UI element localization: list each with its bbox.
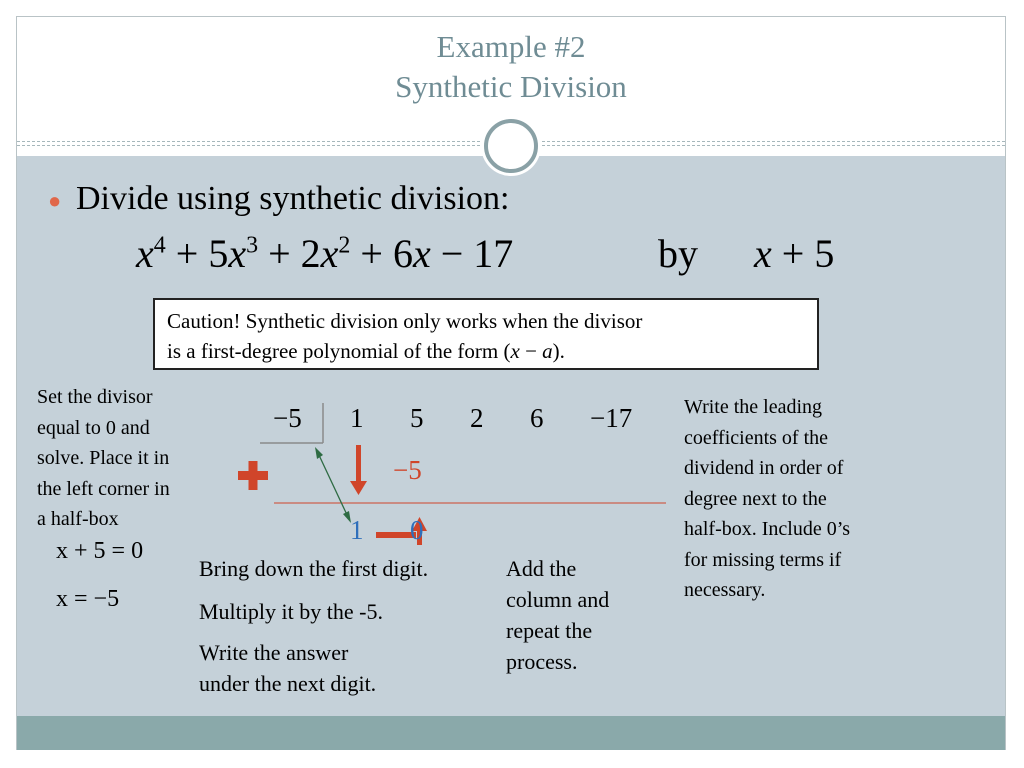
expr-plus6: + 6: [360, 231, 413, 276]
step-add-line: repeat the: [506, 618, 593, 643]
left-note-line: equal to 0 and: [37, 416, 150, 439]
step-multiply: Multiply it by the -5.: [199, 599, 383, 624]
caution-line2: [167, 336, 807, 366]
right-note-line: necessary.: [684, 579, 766, 601]
caution-x: x: [510, 339, 520, 363]
left-note-line: Set the divisor: [37, 386, 153, 408]
left-note: [37, 382, 170, 535]
by-word: by: [658, 231, 698, 276]
divisor-value: −5: [273, 403, 302, 433]
equation-1: x + 5 = 0: [56, 538, 144, 564]
right-note: [684, 392, 850, 606]
caution-line2-suffix: ).: [552, 339, 565, 363]
bullet-text: Divide using synthetic division:: [76, 180, 510, 217]
result-value: 1: [350, 515, 364, 545]
dividend-expression: [136, 230, 513, 277]
right-note-line: half-box. Include 0’s: [684, 518, 851, 540]
left-note-line: the left corner in: [37, 477, 170, 500]
expr-exp2: 2: [338, 232, 351, 259]
left-note-line: a half-box: [37, 508, 119, 530]
caution-line1: Caution! Synthetic division only works when the divisor: [167, 309, 643, 333]
bring-down-arrow-icon: [350, 445, 367, 495]
divisor-x: x: [754, 231, 772, 276]
right-note-line: dividend in order of: [684, 457, 844, 479]
step-add: [506, 553, 609, 677]
expr-x-4: x: [412, 231, 431, 276]
expr-exp3: 3: [246, 232, 259, 259]
result-value: 0: [410, 515, 424, 545]
caution-line2-prefix: is a first-degree polynomial of the form (: [167, 339, 511, 363]
step-write-line1: Write the answer: [199, 640, 349, 665]
step-add-line: process.: [506, 649, 578, 674]
step-write-line2: under the next digit.: [199, 671, 377, 696]
plus-sign-icon: [238, 461, 268, 490]
slide-title-line2: Synthetic Division: [395, 69, 627, 104]
caution-minus: −: [519, 339, 543, 363]
coefficient: 2: [470, 403, 484, 433]
caution-a: a: [542, 339, 553, 363]
coefficient: 6: [530, 403, 544, 433]
expr-plus5: + 5: [175, 231, 229, 276]
right-note-line: for missing terms if: [684, 548, 842, 571]
step-bring-down: Bring down the first digit.: [199, 556, 429, 581]
coefficient: −17: [590, 403, 633, 433]
divisor-expression: [754, 230, 834, 277]
equation-2: x = −5: [56, 586, 120, 612]
caution-box: [153, 298, 819, 370]
diag-arrow: [315, 447, 351, 523]
slide-footer-bar: [17, 716, 1005, 750]
expr-x: x: [136, 231, 154, 276]
coefficient: 1: [350, 403, 364, 433]
step-write: [199, 637, 376, 699]
divider-circle-icon: [484, 119, 538, 173]
step-add-line: column and: [506, 587, 610, 612]
right-note-line: Write the leading: [684, 396, 823, 418]
right-note-line: coefficients of the: [684, 426, 829, 449]
divisor-plus5: + 5: [781, 231, 835, 276]
expr-minus17: − 17: [440, 231, 514, 276]
expr-x-2: x: [228, 231, 247, 276]
left-note-line: solve. Place it in: [37, 447, 170, 469]
expr-x-3: x: [320, 231, 339, 276]
expr-plus2: + 2: [268, 231, 321, 276]
product-value: −5: [393, 455, 422, 485]
slide-title-line1: Example #2: [436, 29, 586, 64]
expr-exp4: 4: [153, 232, 166, 259]
coefficient: 5: [410, 403, 424, 433]
right-note-line: degree next to the: [684, 487, 827, 510]
step-add-line: Add the: [506, 556, 577, 581]
bullet-dot-icon: ●: [48, 188, 62, 213]
